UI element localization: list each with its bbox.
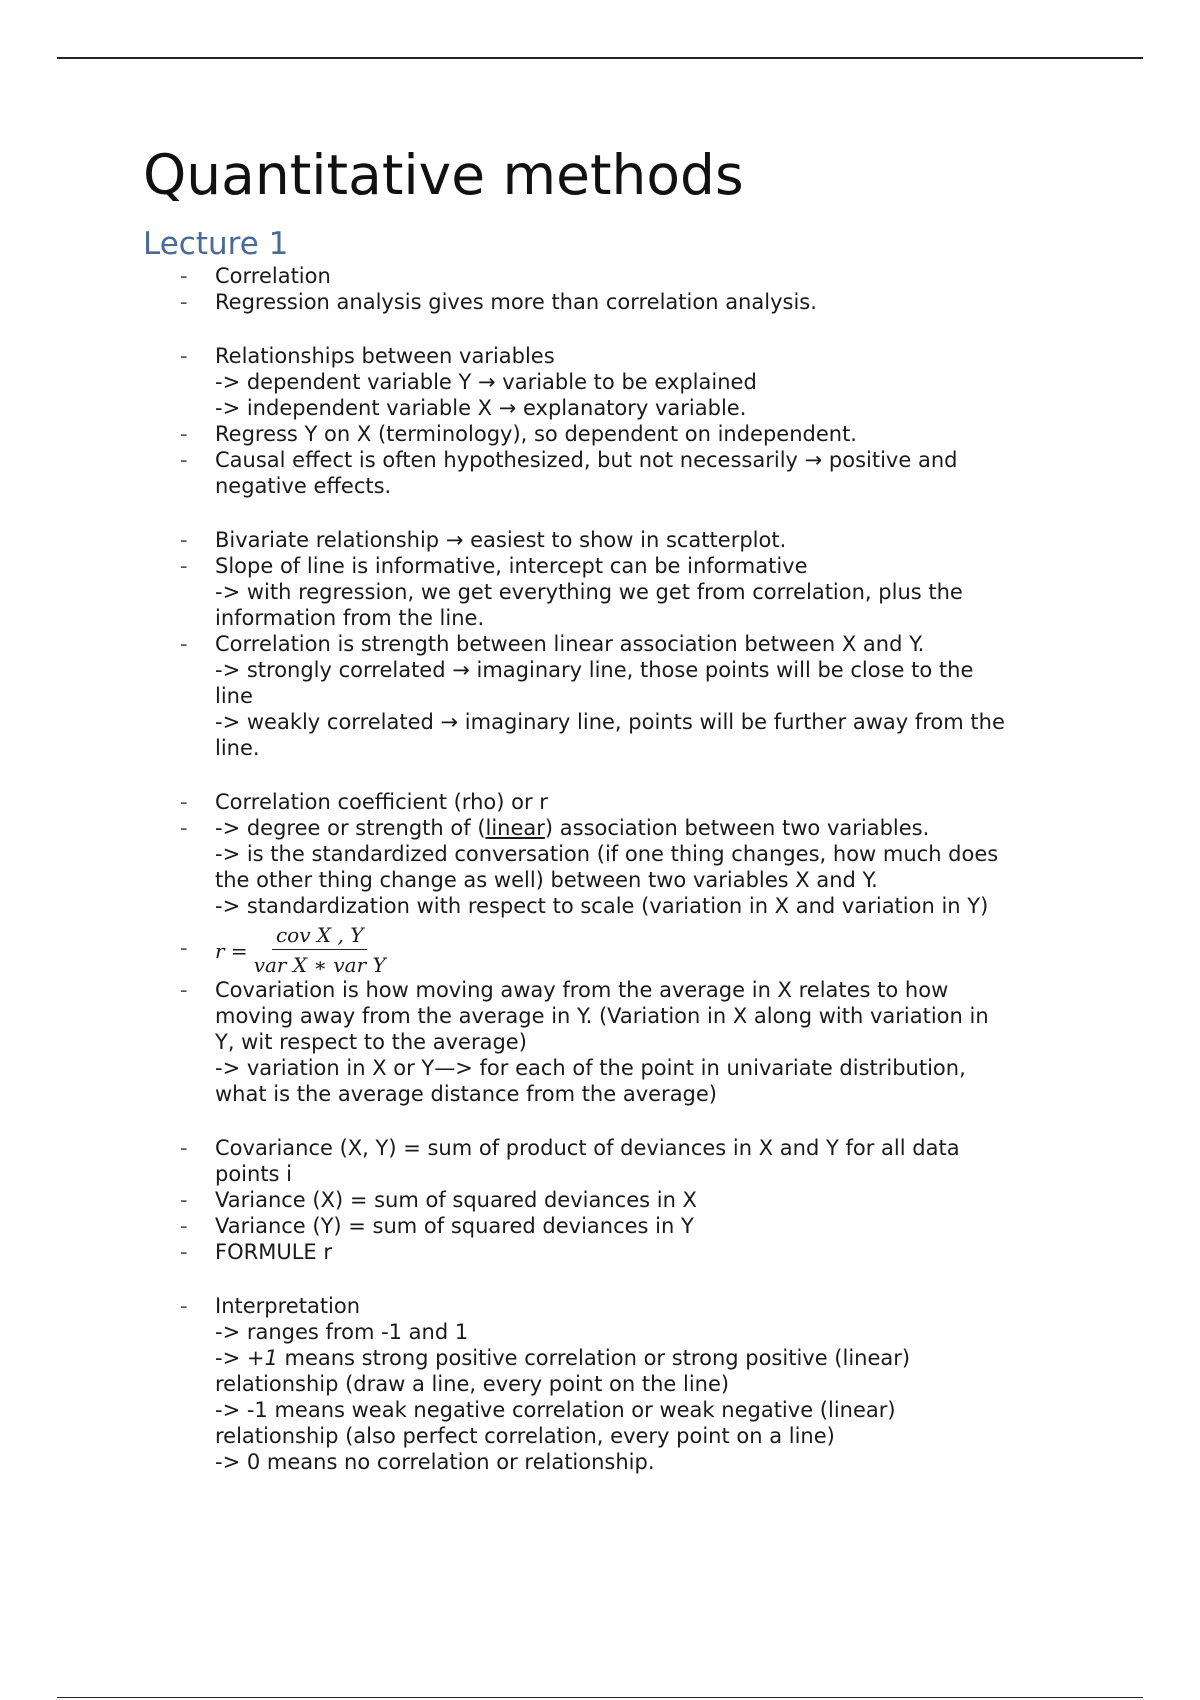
text-line: - Correlation	[215, 264, 331, 288]
bullet-list-continued	[143, 815, 1103, 977]
text-line: -> dependent variable Y → variable to be explained	[215, 370, 757, 394]
correlation-formula	[215, 923, 390, 978]
list-item	[143, 1293, 1103, 1475]
text-line: -> +1 means strong positive correlation or strong positive (linear)	[215, 1346, 911, 1370]
text-line: what is the average distance from the average)	[215, 1082, 718, 1106]
document-title: Quantitative methods	[143, 143, 744, 207]
text-line: -> 0 means no correlation or relationship.	[215, 1450, 655, 1474]
list-item	[143, 631, 1103, 761]
list-item	[143, 527, 1103, 553]
list-item	[143, 421, 1103, 447]
header-rule	[57, 57, 1143, 59]
text-line: relationship (draw a line, every point on the line)	[215, 1372, 730, 1396]
text-line: -> weakly correlated → imaginary line, points will be further away from the	[215, 710, 1005, 734]
bullet-list-2	[143, 977, 1103, 1265]
text-line: negative effects.	[215, 474, 392, 498]
list-item	[143, 1213, 1103, 1239]
text-line: - Relationships between variables	[215, 344, 555, 368]
text-line: - Bivariate relationship → easiest to show in scatterplot.	[215, 528, 787, 552]
text-line: -> strongly correlated → imaginary line, those points will be close to the	[215, 658, 974, 682]
text-line: - Correlation coefficient (rho) or r	[215, 790, 548, 814]
list-item	[143, 815, 1103, 919]
text-line: -> ranges from -1 and 1	[215, 1320, 469, 1344]
list-item	[143, 447, 1103, 499]
bullet-list	[143, 263, 1103, 815]
text-line: -> is the standardized conversation (if one thing changes, how much does	[215, 842, 999, 866]
text-line: - Correlation is strength between linear association between X and Y.	[215, 632, 925, 656]
text-line: -> -1 means weak negative correlation or weak negative (linear)	[215, 1398, 896, 1422]
text-line: - Causal effect is often hypothesized, but not necessarily → positive and	[215, 448, 958, 472]
formula-denominator: var X ∗ var Y	[253, 953, 386, 977]
text-line: -> independent variable X → explanatory variable.	[215, 396, 747, 420]
text-line: - FORMULE r	[215, 1240, 332, 1264]
formula-numerator: cov X , Y	[272, 923, 367, 950]
text-line: - Covariation is how moving away from the average in X relates to how	[215, 978, 949, 1002]
text-line: - Slope of line is informative, intercept can be informative	[215, 554, 808, 578]
formula-item	[143, 919, 1103, 977]
list-item	[143, 1135, 1103, 1187]
list-item	[143, 553, 1103, 631]
text-line: points i	[215, 1162, 293, 1186]
document-body	[143, 135, 1103, 1475]
text-line: line.	[215, 736, 260, 760]
text-line: Y, wit respect to the average)	[215, 1030, 527, 1054]
text-line: -> with regression, we get everything we get from correlation, plus the	[215, 580, 963, 604]
text-line: moving away from the average in Y. (Variation in X along with variation in	[215, 1004, 989, 1028]
list-item	[143, 789, 1103, 815]
text-line: - Regress Y on X (terminology), so dependent on independent.	[215, 422, 857, 446]
text-line: - Variance (X) = sum of squared deviances in X	[215, 1188, 697, 1212]
footer-rule	[57, 1697, 1143, 1698]
list-item	[143, 343, 1103, 421]
formula-fraction	[250, 923, 390, 978]
text-line: - Covariance (X, Y) = sum of product of deviances in X and Y for all data	[215, 1136, 960, 1160]
text-line: line	[215, 684, 253, 708]
bullet-list-interpretation	[143, 1293, 1103, 1475]
text-line: - Interpretation	[215, 1294, 361, 1318]
list-item	[143, 289, 1103, 315]
list-item	[143, 1187, 1103, 1213]
text-line: - Variance (Y) = sum of squared deviances in Y	[215, 1214, 694, 1238]
text-line: the other thing change as well) between two variables X and Y.	[215, 868, 878, 892]
list-item	[143, 263, 1103, 289]
list-item	[143, 1239, 1103, 1265]
text-line: information from the line.	[215, 606, 485, 630]
formula-lhs: - r =	[215, 938, 248, 963]
text-line: relationship (also perfect correlation, every point on a line)	[215, 1424, 835, 1448]
text-line: - Regression analysis gives more than correlation analysis.	[215, 290, 817, 314]
list-item	[143, 977, 1103, 1107]
section-heading: Lecture 1	[143, 226, 289, 262]
text-line: -> standardization with respect to scale (variation in X and variation in Y)	[215, 894, 989, 918]
text-line: -> variation in X or Y—> for each of the point in univariate distribution,	[215, 1056, 966, 1080]
text-line: - -> degree or strength of (linear) association between two variables.	[215, 816, 930, 840]
